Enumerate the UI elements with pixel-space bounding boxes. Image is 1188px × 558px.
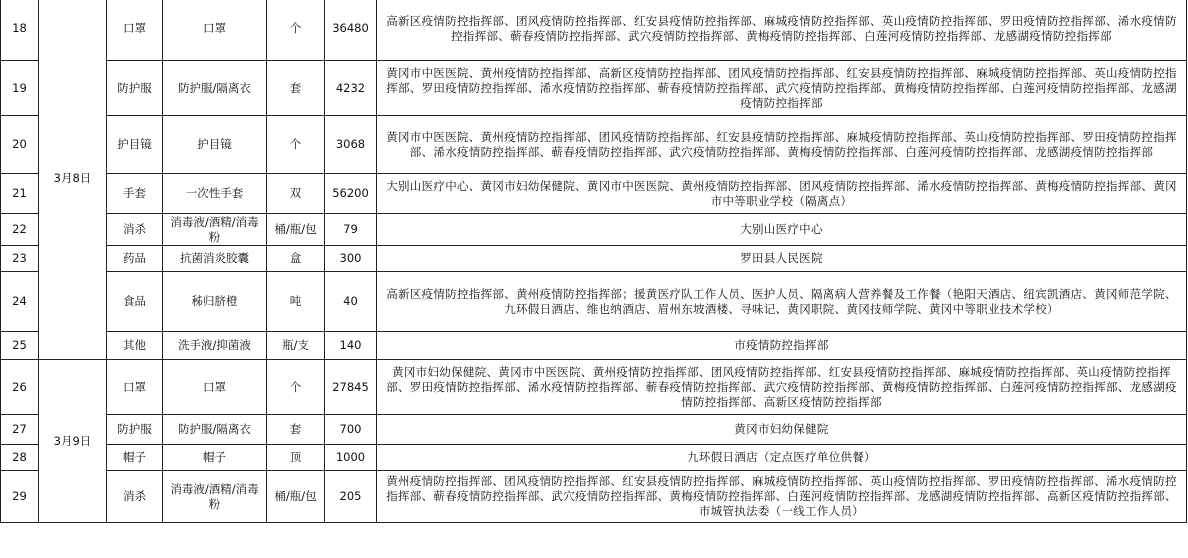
category-cell: 口罩 (107, 360, 163, 415)
item-name-cell: 秭归脐橙 (163, 272, 267, 332)
category-cell: 护目镜 (107, 116, 163, 174)
unit-cell: 套 (267, 415, 325, 445)
unit-cell: 吨 (267, 272, 325, 332)
table-row (1, 116, 1187, 174)
recipient-cell: 黄冈市中医医院、黄州疫情防控指挥部、团风疫情防控指挥部、红安县疫情防控指挥部、麻城疫情防控指挥部、英山疫情防控指挥部、罗田疫情防控指挥部、浠水疫情防控指挥部、蕲春疫情防控指挥部、武穴疫情防控指挥部、黄梅疫情防控指挥部、白莲河疫情防控指挥部、龙感湖疫情防控指挥部 (377, 116, 1187, 174)
item-name-cell: 口罩 (163, 360, 267, 415)
row-number: 26 (1, 360, 39, 415)
table-row (1, 246, 1187, 272)
category-cell: 防护服 (107, 415, 163, 445)
unit-cell: 瓶/支 (267, 332, 325, 360)
unit-cell: 个 (267, 360, 325, 415)
category-cell: 防护服 (107, 61, 163, 116)
table-row (1, 214, 1187, 246)
recipient-cell: 高新区疫情防控指挥部、黄州疫情防控指挥部；援黄医疗队工作人员、医护人员、隔离病人营养餐及工作餐（艳阳天酒店、纽宾凯酒店、黄冈师范学院、九环假日酒店、维也纳酒店、眉州东坡酒楼、寻味记、黄冈职院、黄冈技师学院、黄冈中等职业技术学校） (377, 272, 1187, 332)
row-number: 19 (1, 61, 39, 116)
row-number: 20 (1, 116, 39, 174)
row-number: 21 (1, 174, 39, 214)
category-cell: 口罩 (107, 0, 163, 61)
category-cell: 消杀 (107, 471, 163, 523)
date-cell: 3月9日 (39, 360, 107, 523)
item-name-cell: 一次性手套 (163, 174, 267, 214)
quantity-cell: 27845 (325, 360, 377, 415)
table-row (1, 415, 1187, 445)
category-cell: 食品 (107, 272, 163, 332)
row-number: 25 (1, 332, 39, 360)
recipient-cell: 黄冈市妇幼保健院 (377, 415, 1187, 445)
table-row (1, 272, 1187, 332)
recipient-cell: 黄冈市妇幼保健院、黄冈市中医医院、黄州疫情防控指挥部、团风疫情防控指挥部、红安县疫情防控指挥部、麻城疫情防控指挥部、英山疫情防控指挥部、罗田疫情防控指挥部、浠水疫情防控指挥部、蕲春疫情防控指挥部、武穴疫情防控指挥部、黄梅疫情防控指挥部、白莲河疫情防控指挥部、龙感湖疫情防控指挥部、高新区疫情防控指挥部 (377, 360, 1187, 415)
row-number: 18 (1, 0, 39, 61)
item-name-cell: 防护服/隔离衣 (163, 415, 267, 445)
quantity-cell: 300 (325, 246, 377, 272)
unit-cell: 套 (267, 61, 325, 116)
recipient-cell: 市疫情防控指挥部 (377, 332, 1187, 360)
recipient-cell: 黄冈市中医医院、黄州疫情防控指挥部、高新区疫情防控指挥部、团风疫情防控指挥部、红安县疫情防控指挥部、麻城疫情防控指挥部、英山疫情防控指挥部、罗田疫情防控指挥部、浠水疫情防控指挥部、蕲春疫情防控指挥部、武穴疫情防控指挥部、黄梅疫情防控指挥部、白莲河疫情防控指挥部、龙感湖疫情防控指挥部 (377, 61, 1187, 116)
row-number: 28 (1, 445, 39, 471)
table-row (1, 174, 1187, 214)
unit-cell: 个 (267, 116, 325, 174)
item-name-cell: 洗手液/抑菌液 (163, 332, 267, 360)
row-number: 22 (1, 214, 39, 246)
table-row (1, 332, 1187, 360)
category-cell: 手套 (107, 174, 163, 214)
recipient-cell: 大别山医疗中心、黄冈市妇幼保健院、黄冈市中医医院、黄州疫情防控指挥部、团风疫情防控指挥部、浠水疫情防控指挥部、黄梅疫情防控指挥部、黄冈市中等职业学校（隔离点） (377, 174, 1187, 214)
category-cell: 药品 (107, 246, 163, 272)
quantity-cell: 56200 (325, 174, 377, 214)
unit-cell: 个 (267, 0, 325, 61)
table-row (1, 61, 1187, 116)
quantity-cell: 79 (325, 214, 377, 246)
recipient-cell: 九环假日酒店（定点医疗单位供餐） (377, 445, 1187, 471)
table-row (1, 471, 1187, 523)
row-number: 23 (1, 246, 39, 272)
category-cell: 其他 (107, 332, 163, 360)
item-name-cell: 消毒液/酒精/消毒粉 (163, 471, 267, 523)
unit-cell: 双 (267, 174, 325, 214)
unit-cell: 桶/瓶/包 (267, 471, 325, 523)
recipient-cell: 高新区疫情防控指挥部、团风疫情防控指挥部、红安县疫情防控指挥部、麻城疫情防控指挥部、英山疫情防控指挥部、罗田疫情防控指挥部、浠水疫情防控指挥部、蕲春疫情防控指挥部、武穴疫情防控指挥部、黄梅疫情防控指挥部、白莲河疫情防控指挥部、龙感湖疫情防控指挥部 (377, 0, 1187, 61)
item-name-cell: 护目镜 (163, 116, 267, 174)
quantity-cell: 140 (325, 332, 377, 360)
item-name-cell: 防护服/隔离衣 (163, 61, 267, 116)
unit-cell: 桶/瓶/包 (267, 214, 325, 246)
row-number: 27 (1, 415, 39, 445)
quantity-cell: 700 (325, 415, 377, 445)
item-name-cell: 消毒液/酒精/消毒粉 (163, 214, 267, 246)
quantity-cell: 205 (325, 471, 377, 523)
row-number: 29 (1, 471, 39, 523)
unit-cell: 盒 (267, 246, 325, 272)
table-row (1, 445, 1187, 471)
quantity-cell: 1000 (325, 445, 377, 471)
quantity-cell: 40 (325, 272, 377, 332)
recipient-cell: 罗田县人民医院 (377, 246, 1187, 272)
unit-cell: 顶 (267, 445, 325, 471)
item-name-cell: 帽子 (163, 445, 267, 471)
date-cell: 3月8日 (39, 0, 107, 360)
table-row (1, 0, 1187, 61)
item-name-cell: 口罩 (163, 0, 267, 61)
quantity-cell: 4232 (325, 61, 377, 116)
category-cell: 消杀 (107, 214, 163, 246)
recipient-cell: 黄州疫情防控指挥部、团风疫情防控指挥部、红安县疫情防控指挥部、麻城疫情防控指挥部、英山疫情防控指挥部、罗田疫情防控指挥部、浠水疫情防控指挥部、蕲春疫情防控指挥部、武穴疫情防控指挥部、黄梅疫情防控指挥部、白莲河疫情防控指挥部、龙感湖疫情防控指挥部、高新区疫情防控指挥部、市城管执法委（一线工作人员） (377, 471, 1187, 523)
category-cell: 帽子 (107, 445, 163, 471)
recipient-cell: 大别山医疗中心 (377, 214, 1187, 246)
table-row (1, 360, 1187, 415)
quantity-cell: 36480 (325, 0, 377, 61)
quantity-cell: 3068 (325, 116, 377, 174)
item-name-cell: 抗菌消炎胶囊 (163, 246, 267, 272)
row-number: 24 (1, 272, 39, 332)
